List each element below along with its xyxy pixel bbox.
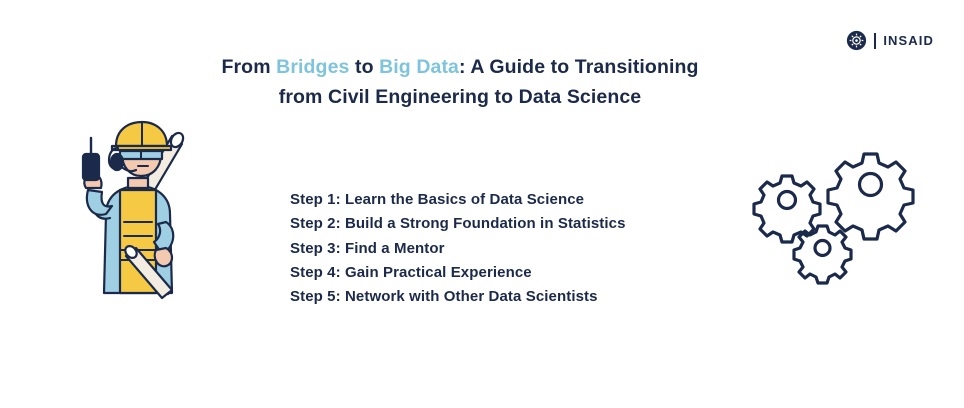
gears-illustration (746, 138, 926, 288)
gear-medium-icon (754, 176, 820, 242)
list-item: Step 3: Find a Mentor (290, 239, 445, 257)
title-segment-from: From (221, 56, 277, 78)
title-line-1 (160, 52, 760, 82)
list-item: Step 4: Gain Practical Experience (290, 263, 532, 281)
page-title (160, 52, 760, 112)
steps-list (290, 188, 626, 309)
brand-logo (846, 30, 934, 51)
title-segment-to: to (349, 56, 380, 78)
list-item: Step 5: Network with Other Data Scientists (290, 288, 598, 306)
title-accent-bridges: Bridges (276, 56, 350, 78)
list-item: Step 1: Learn the Basics of Data Science (290, 191, 585, 208)
gear-small-icon (794, 226, 851, 283)
list-item: Step 2: Build a Strong Foundation in Statistics (290, 215, 626, 233)
civil-engineer-worker-illustration (62, 118, 222, 308)
title-line-2: from Civil Engineering to Data Science (278, 86, 642, 109)
brand-name: INSAID (883, 33, 934, 48)
logo-divider (874, 33, 876, 49)
title-accent-bigdata: Big Data (379, 56, 460, 78)
gear-large-icon (828, 154, 913, 239)
title-segment-guide: : A Guide to Transitioning (459, 56, 699, 78)
insaid-gear-logo-icon (846, 30, 867, 51)
